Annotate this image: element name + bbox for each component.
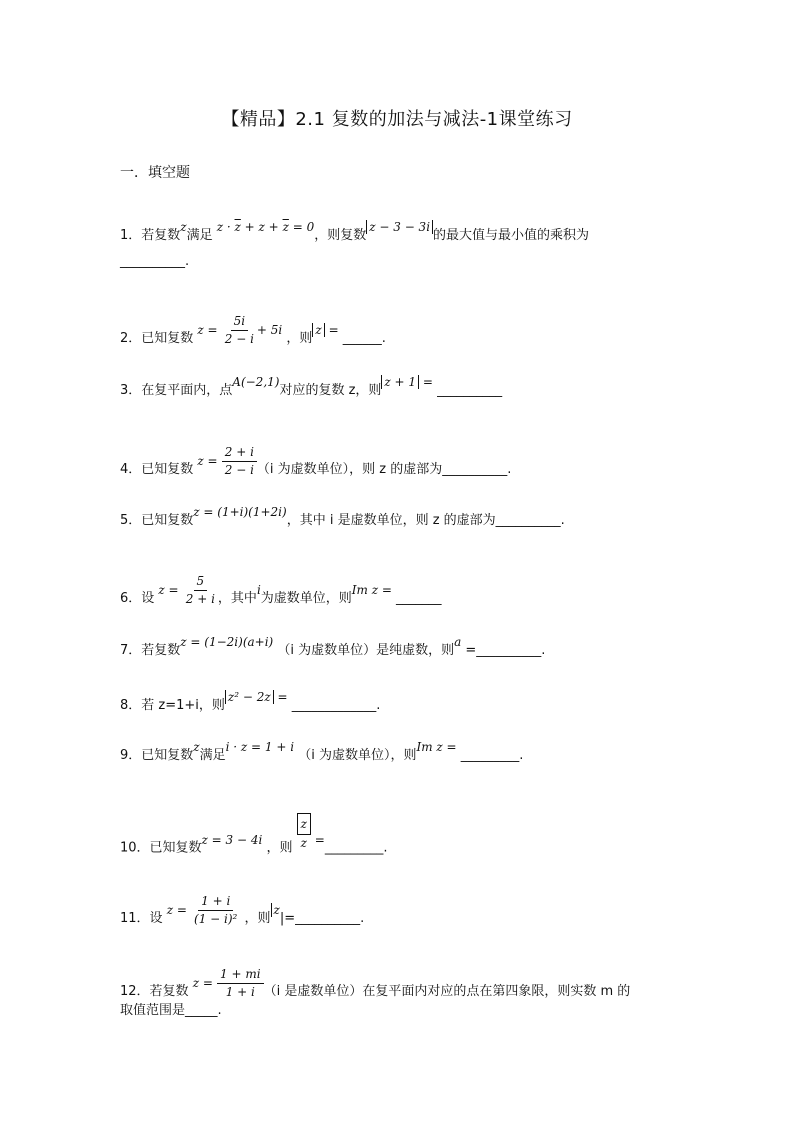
q2-blank: ______. — [342, 331, 386, 346]
q10-fraction — [297, 813, 311, 851]
q3-mid: 对应的复数 z，则 — [279, 383, 382, 398]
question-5 — [120, 505, 565, 530]
q7-prefix: 7．若复数 — [120, 643, 181, 658]
q1-var-z: z — [180, 220, 187, 234]
q2-prefix: 2．已知复数 — [120, 331, 194, 346]
q1-mid: ，则复数 — [314, 228, 367, 243]
q11-prefix: 11．设 — [120, 911, 163, 926]
q6-numerator: 5 — [194, 574, 208, 591]
q8-prefix: 8．若 z=1+i，则 — [120, 698, 225, 713]
q9-blank: _________. — [456, 748, 524, 763]
q1-cond-e: = 0 — [288, 220, 315, 234]
q1-cond-a: z · — [216, 220, 235, 234]
q10-mid: ，则 — [266, 840, 293, 856]
q10-eq: = — [310, 832, 325, 847]
question-8 — [120, 690, 381, 715]
q2-plus: + 5i — [256, 323, 283, 337]
q10-denominator: z — [300, 836, 307, 850]
q8-eq: = — [273, 690, 288, 704]
q10-expr: z = 3 − 4i — [201, 832, 263, 847]
q8-abs: z² − 2z — [225, 690, 274, 704]
q10-prefix: 10．已知复数 — [120, 840, 202, 856]
q1-condition — [217, 220, 314, 234]
q4-suffix: （i 为虚数单位），则 z 的虚部为__________. — [256, 462, 512, 477]
q1-satisfy: 满足 — [186, 228, 213, 243]
q6-mid2: 为虚数单位，则 — [260, 591, 352, 606]
q9-mid2: （i 为虚数单位），则 — [298, 748, 417, 763]
q5-expr: z = (1+i)(1+2i) — [193, 505, 287, 519]
q6-lhs: z = — [158, 583, 179, 597]
question-3 — [120, 375, 503, 400]
q3-point: A(−2,1) — [232, 375, 280, 389]
q2-abs: z — [312, 323, 324, 337]
q8-blank: _____________. — [287, 698, 381, 713]
q9-expr: i · z = 1 + i — [225, 740, 295, 754]
q6-blank: _______ — [391, 591, 442, 606]
q12-denominator: 1 + i — [225, 985, 255, 999]
section-heading: 一．填空题 — [120, 165, 190, 181]
q3-abs: z + 1 — [381, 375, 419, 389]
question-1 — [120, 220, 590, 245]
page-title: 【精品】2.1 复数的加法与减法-1课堂练习 — [221, 109, 573, 130]
q2-eq: = — [324, 323, 339, 337]
q11-lhs: z = — [166, 903, 187, 917]
q1-cond-c: + z + — [240, 220, 283, 234]
q3-blank: __________ — [437, 383, 503, 398]
q1-cond-conj2: $\overline{z}$ — [282, 220, 289, 234]
q6-mid: ，其中 — [217, 591, 257, 606]
question-2 — [120, 314, 386, 355]
q1-prefix: 1．若复数 — [120, 228, 181, 243]
q11-mid: ，则 — [244, 911, 271, 926]
q12-prefix: 12．若复数 — [120, 984, 189, 999]
q6-expr: Im z = — [351, 583, 392, 597]
q12-second-line: 取值范围是_____. — [120, 1003, 222, 1018]
question-7 — [120, 635, 546, 660]
q1-abs-expr: z − 3 − 3i — [366, 220, 433, 234]
q7-mid: （i 为虚数单位）是纯虚数，则 — [277, 643, 455, 658]
q1-cond-conj1: $\overline{z}$ — [234, 220, 241, 234]
q11-abs: z — [271, 903, 280, 917]
q1-suffix: 的最大值与最小值的乘积为 — [433, 228, 590, 243]
q12-numerator: 1 + mi — [217, 967, 264, 984]
q12-suffix: （i 是虚数单位）在复平面内对应的点在第四象限，则实数 m 的 — [263, 984, 631, 999]
q7-var-a: a — [454, 635, 462, 649]
q6-prefix: 6．设 — [120, 591, 155, 606]
q3-prefix: 3．在复平面内，点 — [120, 383, 233, 398]
q10-numerator-text: z — [300, 817, 307, 831]
q2-fraction — [222, 314, 257, 347]
q5-suffix: ，其中 i 是虚数单位，则 z 的虚部为__________. — [286, 513, 565, 528]
q10-blank: _________. — [324, 840, 388, 856]
q2-denominator: 2 − i — [224, 332, 254, 346]
question-10 — [120, 817, 388, 867]
question-4 — [120, 445, 512, 486]
q3-eq: = — [419, 375, 433, 389]
q9-mid: 满足 — [199, 748, 226, 763]
question-9 — [120, 740, 524, 765]
q7-suffix: =__________. — [461, 643, 546, 658]
q2-mid: ，则 — [286, 331, 313, 346]
q1-answer-line: __________. — [120, 254, 190, 269]
q9-var-z: z — [193, 740, 200, 754]
q4-numerator: 2 + i — [222, 445, 257, 462]
q12-fraction — [217, 967, 264, 1000]
q11-fraction — [191, 894, 240, 927]
question-6 — [120, 574, 442, 615]
q7-expr: z = (1−2i)(a+i) — [180, 635, 274, 649]
q11-numerator: 1 + i — [198, 894, 233, 911]
q12-lhs: z = — [192, 976, 213, 990]
q6-denominator: 2 + i — [185, 592, 215, 606]
q10-numerator — [297, 813, 311, 835]
question-11 — [120, 894, 365, 935]
q11-denominator: (1 − i)² — [194, 912, 238, 926]
q11-suffix: |=__________. — [279, 911, 365, 926]
q6-fraction — [183, 574, 218, 607]
q9-prefix: 9．已知复数 — [120, 748, 194, 763]
q9-expr2: Im z = — [416, 740, 457, 754]
q5-prefix: 5．已知复数 — [120, 513, 194, 528]
q4-fraction — [222, 445, 257, 478]
q2-lhs: z = — [197, 323, 218, 337]
q4-denominator: 2 − i — [224, 463, 254, 477]
q4-lhs: z = — [197, 454, 218, 468]
q4-prefix: 4．已知复数 — [120, 462, 194, 477]
q2-numerator: 5i — [231, 314, 248, 331]
q6-var-i: i — [256, 583, 261, 597]
